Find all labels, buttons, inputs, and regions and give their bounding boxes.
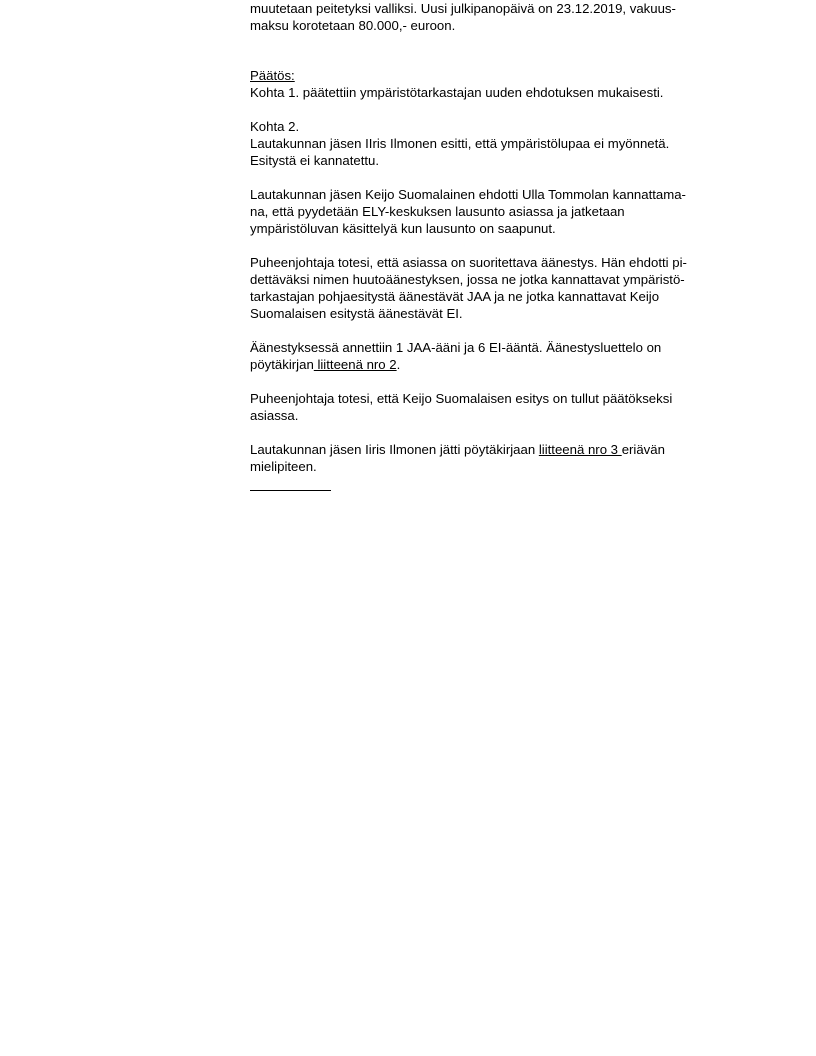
decision-heading: Päätös: xyxy=(250,68,295,83)
item-2-line-1: Lautakunnan jäsen IIris Ilmonen esitti, että ympäristölupaa ei myönnetä. xyxy=(250,136,670,151)
vote-result-suffix: . xyxy=(396,357,401,372)
end-rule xyxy=(250,490,331,491)
intro-line-1: muutetaan peitetyksi valliksi. Uusi julkipanopäivä on 23.12.2019, vakuus- xyxy=(250,1,676,16)
attachment-3-link[interactable]: liitteenä nro 3 xyxy=(538,442,622,457)
vote-result-line-1: Äänestyksessä annettiin 1 JAA-ääni ja 6 EI-ääntä. Äänestysluettelo on xyxy=(250,340,662,355)
attachment-2-link[interactable]: liitteenä nro 2 xyxy=(313,357,397,372)
dissent-line-2: mielipiteen. xyxy=(250,459,317,474)
decision-item-2-heading: Kohta 2. xyxy=(250,119,300,134)
dissent-line-1 xyxy=(250,441,750,458)
dissent-suffix: eriävän xyxy=(621,442,665,457)
vote-result-line-2 xyxy=(250,356,750,373)
decision-item-1: Kohta 1. päätettiin ympäristötarkastajan uuden ehdotuksen mukaisesti. xyxy=(250,85,664,100)
proposal-line-2: na, että pyydetään ELY-keskuksen lausunto asiassa ja jatketaan xyxy=(250,204,625,219)
vote-line-4: Suomalaisen esitystä äänestävät EI. xyxy=(250,306,463,321)
dissent-prefix: Lautakunnan jäsen Iiris Ilmonen jätti pöytäkirjaan xyxy=(250,442,539,457)
proposal-line-3: ympäristöluvan käsittelyä kun lausunto on saapunut. xyxy=(250,221,556,236)
vote-result-prefix: pöytäkirjan xyxy=(250,357,314,372)
chair-line-2: asiassa. xyxy=(250,408,299,423)
intro-line-2: maksu korotetaan 80.000,- euroon. xyxy=(250,18,456,33)
vote-line-1: Puheenjohtaja totesi, että asiassa on suoritettava äänestys. Hän ehdotti pi- xyxy=(250,255,687,270)
vote-line-2: dettäväksi nimen huutoäänestyksen, jossa ne jotka kannattavat ympäristö- xyxy=(250,272,685,287)
proposal-line-1: Lautakunnan jäsen Keijo Suomalainen ehdotti Ulla Tommolan kannattama- xyxy=(250,187,686,202)
item-2-line-2: Esitystä ei kannatettu. xyxy=(250,153,380,168)
vote-line-3: tarkastajan pohjaesitystä äänestävät JAA ja ne jotka kannattavat Keijo xyxy=(250,289,660,304)
chair-line-1: Puheenjohtaja totesi, että Keijo Suomalaisen esitys on tullut päätökseksi xyxy=(250,391,673,406)
document-body xyxy=(250,0,750,491)
